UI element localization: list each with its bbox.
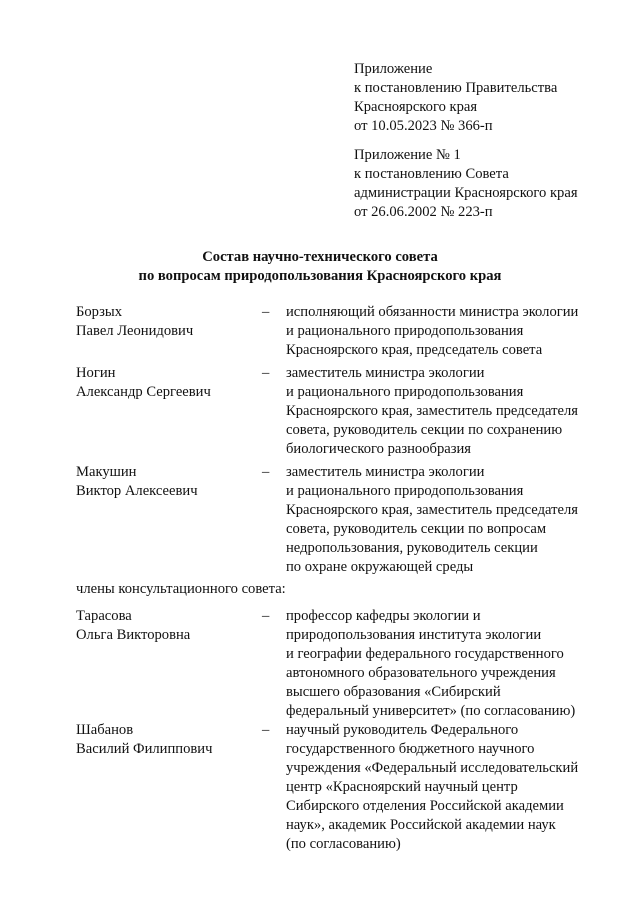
position-line: и рационального природопользования: [286, 384, 524, 400]
appendix-line: Приложение: [354, 61, 433, 77]
member-position: [286, 463, 606, 577]
member-given-names: Ольга Викторовна: [76, 627, 191, 643]
title-line: Состав научно-технического совета: [202, 249, 438, 265]
position-line: профессор кафедры экологии и: [286, 608, 481, 624]
member-given-names: Александр Сергеевич: [76, 384, 211, 400]
position-line: по охране окружающей среды: [286, 559, 474, 575]
member-name: [76, 463, 256, 501]
member-given-names: Василий Филиппович: [76, 741, 213, 757]
position-line: научный руководитель Федерального: [286, 722, 519, 738]
position-line: и рационального природопользования: [286, 483, 524, 499]
dash-separator: –: [262, 365, 270, 381]
position-line: недропользования, руководитель секции: [286, 540, 538, 556]
position-line: Красноярского края, заместитель председателя: [286, 502, 578, 518]
position-line: биологического разнообразия: [286, 441, 472, 457]
position-line: и географии федерального государственного: [286, 646, 564, 662]
position-line: Сибирского отделения Российской академии: [286, 798, 564, 814]
position-line: центр «Красноярский научный центр: [286, 779, 518, 795]
position-line: государственного бюджетного научного: [286, 741, 535, 757]
position-line: Красноярского края, заместитель председателя: [286, 403, 578, 419]
member-given-names: Виктор Алексеевич: [76, 483, 198, 499]
position-line: Красноярского края, председатель совета: [286, 342, 543, 358]
member-name: [76, 721, 256, 759]
appendix-line: Красноярского края: [354, 99, 478, 115]
position-line: заместитель министра экологии: [286, 464, 485, 480]
appendix-line: от 10.05.2023 № 366-п: [354, 118, 493, 134]
appendix-line: к постановлению Правительства: [354, 80, 558, 96]
document-title: [0, 248, 640, 286]
member-surname: Борзых: [76, 304, 123, 320]
position-line: заместитель министра экологии: [286, 365, 485, 381]
position-line: федеральный университет» (по согласованию): [286, 703, 576, 719]
appendix-line: Приложение № 1: [354, 147, 461, 163]
position-line: (по согласованию): [286, 836, 401, 852]
member-surname: Тарасова: [76, 608, 132, 624]
appendix-line: к постановлению Совета: [354, 166, 509, 182]
appendix-block-current: [354, 60, 557, 136]
member-position: [286, 721, 606, 854]
member-name: [76, 364, 256, 402]
member-position: [286, 303, 606, 360]
position-line: исполняющий обязанности министра экологии: [286, 304, 579, 320]
position-line: наук», академик Российской академии наук: [286, 817, 556, 833]
title-line: по вопросам природопользования Красноярского края: [138, 268, 502, 284]
member-surname: Шабанов: [76, 722, 134, 738]
member-name: [76, 607, 256, 645]
member-surname: Макушин: [76, 464, 137, 480]
member-position: [286, 607, 606, 721]
position-line: совета, руководитель секции по сохранению: [286, 422, 563, 438]
position-line: совета, руководитель секции по вопросам: [286, 521, 547, 537]
position-line: и рационального природопользования: [286, 323, 524, 339]
appendix-line: администрации Красноярского края: [354, 185, 578, 201]
appendix-line: от 26.06.2002 № 223-п: [354, 204, 493, 220]
dash-separator: –: [262, 722, 270, 738]
position-line: учреждения «Федеральный исследовательский: [286, 760, 579, 776]
appendix-block-original: [354, 146, 578, 222]
dash-separator: –: [262, 464, 270, 480]
member-name: [76, 303, 256, 341]
member-position: [286, 364, 606, 459]
position-line: высшего образования «Сибирский: [286, 684, 501, 700]
member-surname: Ногин: [76, 365, 116, 381]
members-heading: члены консультационного совета:: [76, 581, 286, 597]
dash-separator: –: [262, 304, 270, 320]
member-given-names: Павел Леонидович: [76, 323, 194, 339]
dash-separator: –: [262, 608, 270, 624]
position-line: автономного образовательного учреждения: [286, 665, 556, 681]
position-line: природопользования института экологии: [286, 627, 542, 643]
